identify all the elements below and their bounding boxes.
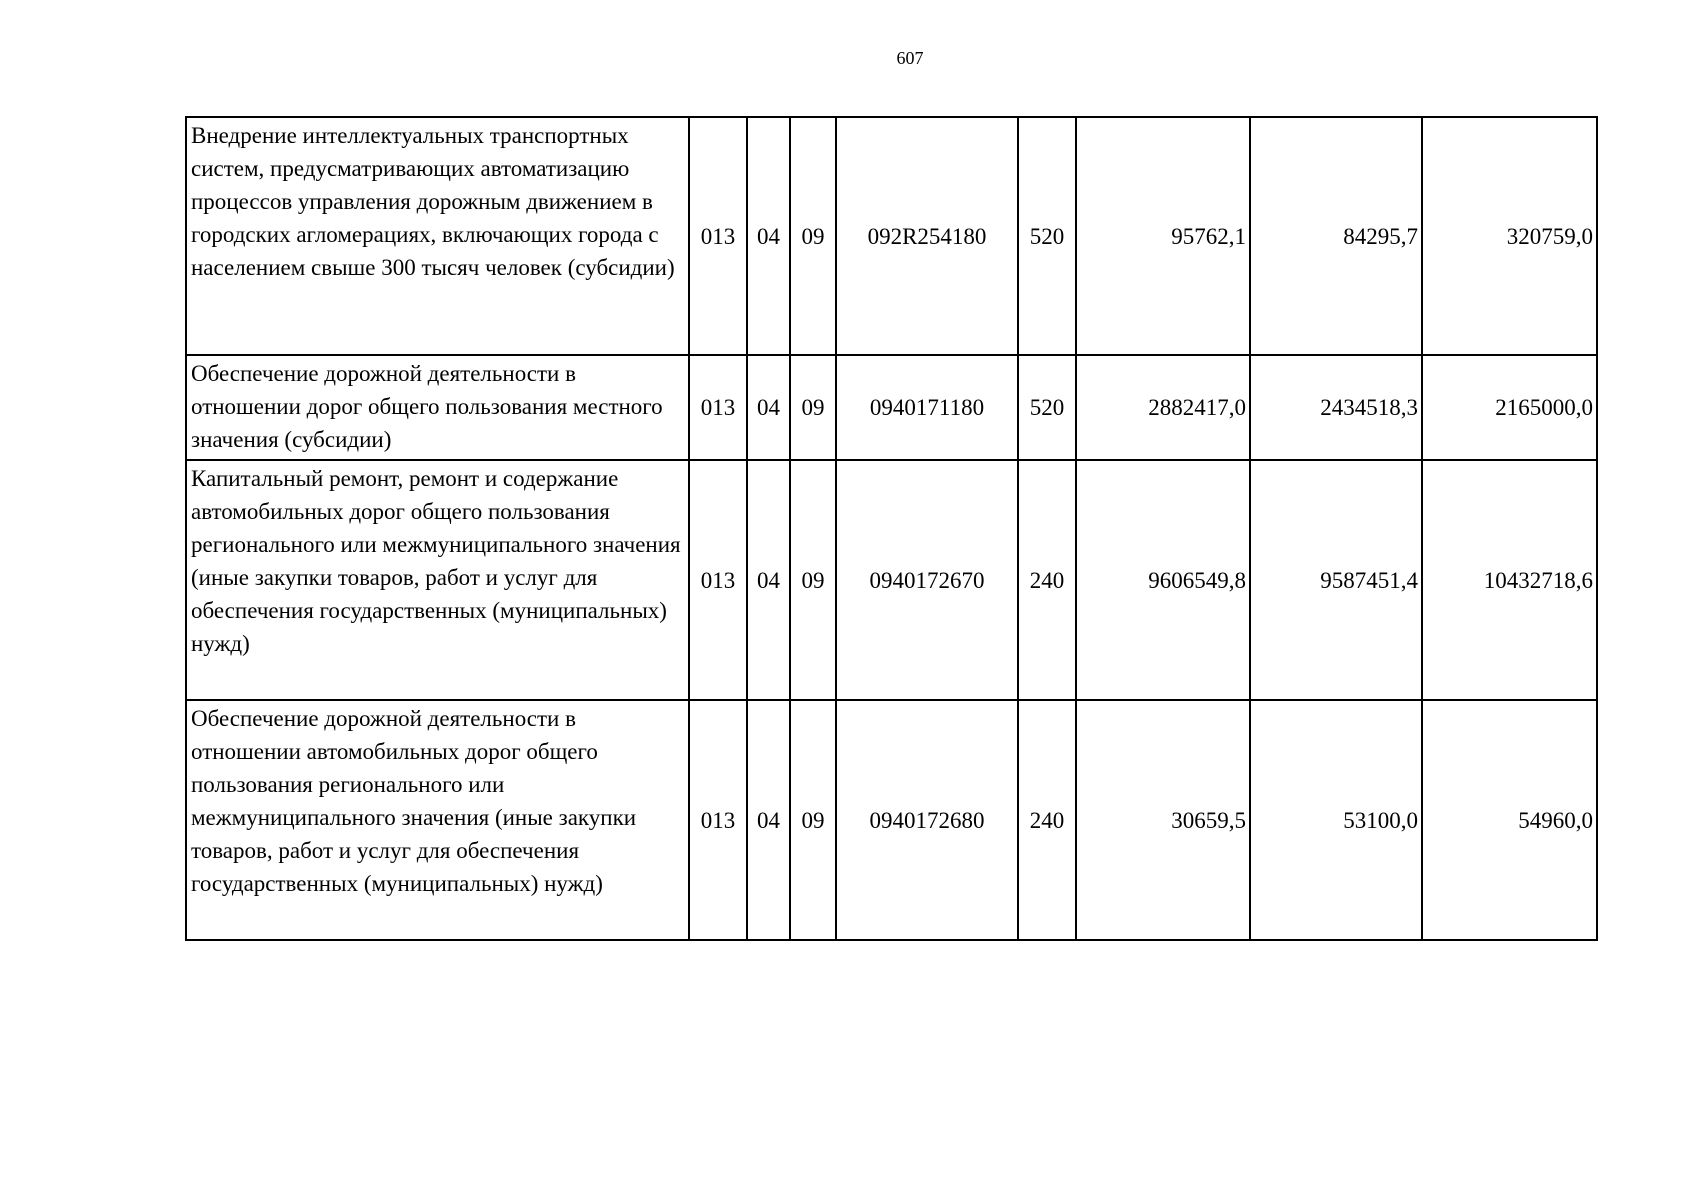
ministry-code: 013 xyxy=(689,117,747,355)
row-description: Внедрение интеллектуальных транспортных систем, предусматривающих автоматизацию процессов управления дорожным движением в городских агломерациях, включающих города с населением свыше 300 тысяч человек (субсидии) xyxy=(186,117,689,355)
subsection-code: 09 xyxy=(790,117,836,355)
amount-year-2: 84295,7 xyxy=(1250,117,1422,355)
amount-year-2: 9587451,4 xyxy=(1250,460,1422,700)
section-code: 04 xyxy=(747,117,790,355)
subsection-code: 09 xyxy=(790,460,836,700)
expense-type-code: 240 xyxy=(1018,700,1076,940)
target-article-code: 0940172670 xyxy=(836,460,1018,700)
table-row xyxy=(186,700,1597,940)
row-description: Обеспечение дорожной деятельности в отношении автомобильных дорог общего пользования регионального или межмуниципального значения (иные закупки товаров, работ и услуг для обеспечения государственных (муниципальных) нужд) xyxy=(186,700,689,940)
ministry-code: 013 xyxy=(689,355,747,460)
ministry-code: 013 xyxy=(689,700,747,940)
table-row xyxy=(186,460,1597,700)
amount-year-1: 9606549,8 xyxy=(1076,460,1250,700)
amount-year-2: 53100,0 xyxy=(1250,700,1422,940)
table-row xyxy=(186,117,1597,355)
amount-year-3: 2165000,0 xyxy=(1422,355,1597,460)
amount-year-1: 95762,1 xyxy=(1076,117,1250,355)
table-row xyxy=(186,355,1597,460)
ministry-code: 013 xyxy=(689,460,747,700)
expense-type-code: 520 xyxy=(1018,355,1076,460)
amount-year-1: 30659,5 xyxy=(1076,700,1250,940)
row-description: Капитальный ремонт, ремонт и содержание автомобильных дорог общего пользования регионального или межмуниципального значения (иные закупки товаров, работ и услуг для обеспечения государственных (муниципальных) нужд) xyxy=(186,460,689,700)
section-code: 04 xyxy=(747,460,790,700)
amount-year-1: 2882417,0 xyxy=(1076,355,1250,460)
amount-year-2: 2434518,3 xyxy=(1250,355,1422,460)
section-code: 04 xyxy=(747,700,790,940)
subsection-code: 09 xyxy=(790,700,836,940)
target-article-code: 0940172680 xyxy=(836,700,1018,940)
target-article-code: 0940171180 xyxy=(836,355,1018,460)
subsection-code: 09 xyxy=(790,355,836,460)
expense-type-code: 520 xyxy=(1018,117,1076,355)
expense-type-code: 240 xyxy=(1018,460,1076,700)
amount-year-3: 10432718,6 xyxy=(1422,460,1597,700)
row-description: Обеспечение дорожной деятельности в отношении дорог общего пользования местного значения (субсидии) xyxy=(186,355,689,460)
amount-year-3: 320759,0 xyxy=(1422,117,1597,355)
page-number: 607 xyxy=(896,48,924,68)
budget-table xyxy=(185,116,1598,941)
target-article-code: 092R254180 xyxy=(836,117,1018,355)
section-code: 04 xyxy=(747,355,790,460)
amount-year-3: 54960,0 xyxy=(1422,700,1597,940)
